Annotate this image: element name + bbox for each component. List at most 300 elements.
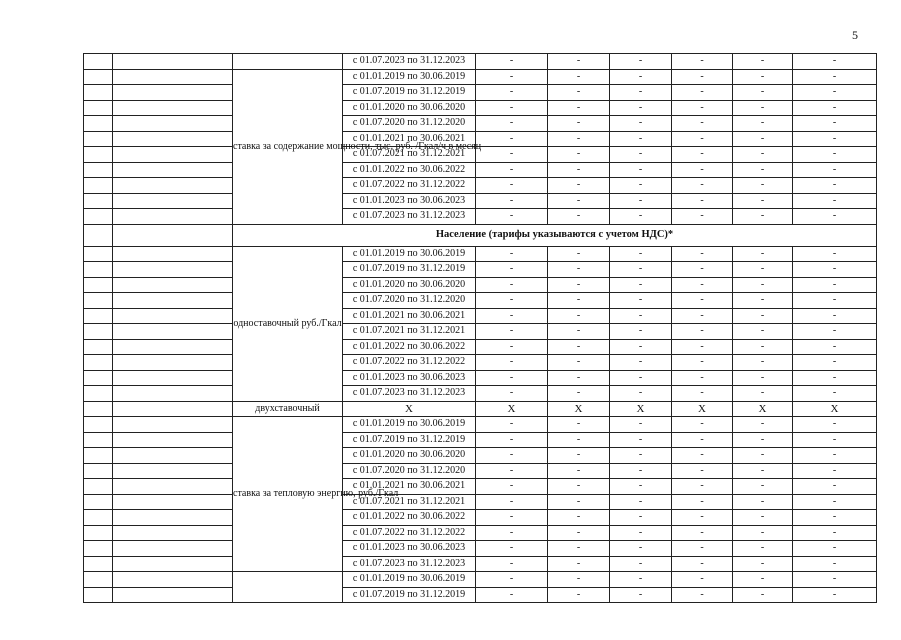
value-cell: - — [793, 209, 877, 225]
value-cell: - — [610, 116, 672, 132]
value-cell: - — [610, 355, 672, 371]
value-cell: - — [476, 162, 548, 178]
value-cell: - — [610, 541, 672, 557]
value-cell: - — [476, 324, 548, 340]
period-cell: с 01.07.2021 по 31.12.2021 — [343, 147, 476, 163]
indicator-cell — [113, 510, 233, 526]
indicator-cell — [113, 162, 233, 178]
value-cell: - — [476, 432, 548, 448]
value-cell: X — [610, 401, 672, 417]
value-cell: - — [733, 463, 793, 479]
value-cell: - — [476, 85, 548, 101]
value-cell: - — [672, 510, 733, 526]
indicator-cell — [113, 293, 233, 309]
value-cell: - — [476, 339, 548, 355]
period-cell: с 01.07.2019 по 31.12.2019 — [343, 85, 476, 101]
period-cell: с 01.01.2020 по 30.06.2020 — [343, 448, 476, 464]
value-cell: - — [610, 193, 672, 209]
value-cell: - — [793, 510, 877, 526]
value-cell: - — [610, 479, 672, 495]
period-cell: с 01.01.2021 по 30.06.2021 — [343, 131, 476, 147]
period-cell: с 01.07.2019 по 31.12.2019 — [343, 587, 476, 603]
table-row — [84, 510, 877, 526]
indicator-cell — [113, 355, 233, 371]
tariff-type-label — [233, 572, 343, 603]
value-cell: - — [733, 324, 793, 340]
value-cell: - — [610, 54, 672, 70]
value-cell: - — [548, 162, 610, 178]
index-cell — [84, 69, 113, 85]
value-cell: - — [476, 370, 548, 386]
value-cell: - — [672, 432, 733, 448]
value-cell: - — [793, 116, 877, 132]
table-row — [84, 417, 877, 433]
value-cell: - — [793, 339, 877, 355]
value-cell: - — [672, 293, 733, 309]
value-cell: - — [733, 131, 793, 147]
period-cell: с 01.07.2020 по 31.12.2020 — [343, 293, 476, 309]
period-cell: с 01.07.2022 по 31.12.2022 — [343, 355, 476, 371]
value-cell: - — [610, 162, 672, 178]
value-cell: - — [672, 277, 733, 293]
value-cell: - — [476, 178, 548, 194]
value-cell: - — [672, 131, 733, 147]
value-cell: - — [476, 510, 548, 526]
value-cell: - — [793, 432, 877, 448]
value-cell: - — [672, 339, 733, 355]
period-cell: с 01.01.2023 по 30.06.2023 — [343, 193, 476, 209]
value-cell: - — [793, 572, 877, 588]
period-cell: с 01.07.2021 по 31.12.2021 — [343, 324, 476, 340]
value-cell: - — [672, 262, 733, 278]
index-cell — [84, 370, 113, 386]
index-cell — [84, 54, 113, 70]
index-cell — [84, 324, 113, 340]
indicator-cell — [113, 541, 233, 557]
value-cell: - — [672, 386, 733, 402]
value-cell: - — [476, 308, 548, 324]
value-cell: - — [793, 494, 877, 510]
value-cell: - — [476, 54, 548, 70]
index-cell — [84, 417, 113, 433]
period-cell: с 01.01.2023 по 30.06.2023 — [343, 541, 476, 557]
value-cell: - — [548, 277, 610, 293]
value-cell: - — [476, 463, 548, 479]
value-cell: - — [733, 494, 793, 510]
value-cell: - — [610, 308, 672, 324]
period-cell: с 01.07.2020 по 31.12.2020 — [343, 463, 476, 479]
period-cell: с 01.01.2023 по 30.06.2023 — [343, 370, 476, 386]
value-cell: - — [548, 246, 610, 262]
value-cell: - — [476, 479, 548, 495]
period-cell: с 01.01.2021 по 30.06.2021 — [343, 479, 476, 495]
value-cell: - — [476, 193, 548, 209]
value-cell: - — [793, 246, 877, 262]
value-cell: - — [476, 147, 548, 163]
table-row — [84, 193, 877, 209]
tariff-table-body — [84, 54, 877, 603]
value-cell: - — [672, 246, 733, 262]
value-cell: - — [476, 525, 548, 541]
value-cell: - — [610, 209, 672, 225]
indicator-cell — [113, 193, 233, 209]
value-cell: - — [610, 386, 672, 402]
value-cell: - — [476, 556, 548, 572]
value-cell: - — [610, 131, 672, 147]
indicator-cell — [113, 494, 233, 510]
value-cell: - — [610, 324, 672, 340]
table-row — [84, 308, 877, 324]
table-row — [84, 246, 877, 262]
value-cell: - — [476, 355, 548, 371]
value-cell: - — [610, 525, 672, 541]
value-cell: - — [610, 85, 672, 101]
value-cell: - — [672, 324, 733, 340]
index-cell — [84, 116, 113, 132]
table-row — [84, 587, 877, 603]
indicator-cell — [113, 386, 233, 402]
indicator-cell — [113, 587, 233, 603]
index-cell — [84, 209, 113, 225]
value-cell: - — [672, 308, 733, 324]
value-cell: X — [793, 401, 877, 417]
value-cell: - — [476, 417, 548, 433]
value-cell: - — [548, 432, 610, 448]
table-row — [84, 178, 877, 194]
index-cell — [84, 510, 113, 526]
table-row — [84, 432, 877, 448]
value-cell: - — [793, 448, 877, 464]
table-row — [84, 262, 877, 278]
value-cell: - — [548, 587, 610, 603]
value-cell: - — [476, 277, 548, 293]
value-cell: - — [733, 100, 793, 116]
table-row — [84, 463, 877, 479]
index-cell — [84, 556, 113, 572]
value-cell: - — [672, 463, 733, 479]
index-cell — [84, 246, 113, 262]
value-cell: - — [610, 417, 672, 433]
value-cell: - — [610, 587, 672, 603]
table-row — [84, 69, 877, 85]
value-cell: - — [548, 355, 610, 371]
value-cell: - — [733, 85, 793, 101]
indicator-cell — [113, 54, 233, 70]
value-cell: - — [793, 386, 877, 402]
value-cell: - — [733, 587, 793, 603]
value-cell: - — [793, 193, 877, 209]
table-row — [84, 556, 877, 572]
value-cell: - — [610, 262, 672, 278]
value-cell: - — [476, 116, 548, 132]
period-cell: X — [343, 401, 476, 417]
value-cell: - — [733, 370, 793, 386]
section-header-row — [84, 224, 877, 246]
value-cell: - — [476, 541, 548, 557]
indicator-cell — [113, 308, 233, 324]
index-cell — [84, 224, 113, 246]
value-cell: - — [476, 131, 548, 147]
value-cell: - — [610, 463, 672, 479]
value-cell: - — [610, 370, 672, 386]
value-cell: - — [548, 556, 610, 572]
indicator-cell — [113, 100, 233, 116]
value-cell: - — [548, 448, 610, 464]
indicator-cell — [113, 556, 233, 572]
value-cell: - — [793, 417, 877, 433]
value-cell: - — [793, 355, 877, 371]
index-cell — [84, 262, 113, 278]
value-cell: - — [793, 293, 877, 309]
table-row — [84, 85, 877, 101]
index-cell — [84, 401, 113, 417]
value-cell: - — [733, 479, 793, 495]
tariff-type-label — [233, 54, 343, 70]
table-row — [84, 293, 877, 309]
indicator-cell — [113, 246, 233, 262]
period-cell: с 01.07.2019 по 31.12.2019 — [343, 432, 476, 448]
table-row — [84, 525, 877, 541]
index-cell — [84, 463, 113, 479]
index-cell — [84, 193, 113, 209]
value-cell: - — [793, 54, 877, 70]
value-cell: - — [476, 262, 548, 278]
indicator-cell — [113, 209, 233, 225]
indicator-cell — [113, 147, 233, 163]
value-cell: - — [548, 510, 610, 526]
value-cell: X — [476, 401, 548, 417]
value-cell: - — [476, 386, 548, 402]
table-row — [84, 277, 877, 293]
value-cell: - — [793, 69, 877, 85]
value-cell: - — [610, 277, 672, 293]
period-cell: с 01.07.2022 по 31.12.2022 — [343, 178, 476, 194]
indicator-cell — [113, 448, 233, 464]
index-cell — [84, 479, 113, 495]
value-cell: - — [733, 293, 793, 309]
value-cell: - — [733, 556, 793, 572]
value-cell: - — [672, 193, 733, 209]
indicator-cell — [113, 432, 233, 448]
value-cell: - — [733, 209, 793, 225]
tariff-type-label: ставка за тепловую энергию, руб./Гкал — [233, 417, 343, 572]
tariff-type-label: одноставочный руб./Гкал — [233, 246, 343, 401]
value-cell: - — [793, 308, 877, 324]
value-cell: - — [548, 147, 610, 163]
value-cell: - — [733, 510, 793, 526]
value-cell: - — [672, 69, 733, 85]
value-cell: - — [793, 131, 877, 147]
value-cell: - — [733, 448, 793, 464]
value-cell: X — [672, 401, 733, 417]
period-cell: с 01.07.2023 по 31.12.2023 — [343, 54, 476, 70]
value-cell: - — [548, 69, 610, 85]
value-cell: - — [610, 448, 672, 464]
value-cell: - — [548, 386, 610, 402]
value-cell: - — [476, 587, 548, 603]
table-row — [84, 370, 877, 386]
value-cell: - — [793, 463, 877, 479]
indicator-cell — [113, 85, 233, 101]
value-cell: - — [733, 541, 793, 557]
indicator-cell — [113, 572, 233, 588]
table-row — [84, 479, 877, 495]
value-cell: - — [610, 556, 672, 572]
value-cell: - — [793, 370, 877, 386]
value-cell: - — [672, 162, 733, 178]
tariff-table — [83, 53, 877, 603]
indicator-cell — [113, 463, 233, 479]
value-cell: - — [793, 147, 877, 163]
value-cell: - — [476, 100, 548, 116]
value-cell: - — [793, 262, 877, 278]
value-cell: - — [672, 116, 733, 132]
value-cell: - — [733, 277, 793, 293]
value-cell: - — [548, 308, 610, 324]
value-cell: - — [610, 339, 672, 355]
index-cell — [84, 178, 113, 194]
period-cell: с 01.01.2019 по 30.06.2019 — [343, 417, 476, 433]
indicator-cell — [113, 401, 233, 417]
value-cell: - — [672, 479, 733, 495]
period-cell: с 01.01.2022 по 30.06.2022 — [343, 510, 476, 526]
value-cell: - — [733, 572, 793, 588]
index-cell — [84, 339, 113, 355]
value-cell: - — [548, 262, 610, 278]
period-cell: с 01.07.2023 по 31.12.2023 — [343, 386, 476, 402]
value-cell: - — [610, 246, 672, 262]
table-row — [84, 100, 877, 116]
value-cell: - — [733, 178, 793, 194]
index-cell — [84, 131, 113, 147]
indicator-cell — [113, 178, 233, 194]
value-cell: - — [672, 494, 733, 510]
value-cell: - — [548, 193, 610, 209]
value-cell: - — [548, 417, 610, 433]
period-cell: с 01.07.2022 по 31.12.2022 — [343, 525, 476, 541]
section-title: Население (тарифы указываются с учетом НДС)* — [233, 224, 877, 246]
value-cell: - — [610, 572, 672, 588]
value-cell: - — [548, 479, 610, 495]
table-row — [84, 54, 877, 70]
table-row — [84, 209, 877, 225]
period-cell: с 01.07.2023 по 31.12.2023 — [343, 556, 476, 572]
value-cell: - — [793, 100, 877, 116]
value-cell: - — [733, 339, 793, 355]
value-cell: - — [733, 54, 793, 70]
period-cell: с 01.01.2020 по 30.06.2020 — [343, 100, 476, 116]
value-cell: - — [548, 85, 610, 101]
value-cell: - — [672, 100, 733, 116]
index-cell — [84, 100, 113, 116]
value-cell: - — [476, 209, 548, 225]
value-cell: - — [672, 541, 733, 557]
table-row — [84, 541, 877, 557]
value-cell: - — [672, 556, 733, 572]
value-cell: - — [548, 463, 610, 479]
value-cell: - — [476, 246, 548, 262]
period-cell: с 01.01.2022 по 30.06.2022 — [343, 339, 476, 355]
value-cell: - — [476, 69, 548, 85]
index-cell — [84, 448, 113, 464]
value-cell: - — [548, 525, 610, 541]
indicator-cell — [113, 324, 233, 340]
indicator-cell — [113, 116, 233, 132]
value-cell: - — [793, 162, 877, 178]
value-cell: - — [548, 572, 610, 588]
value-cell: - — [476, 572, 548, 588]
value-cell: - — [733, 417, 793, 433]
value-cell: - — [610, 494, 672, 510]
period-cell: с 01.01.2019 по 30.06.2019 — [343, 69, 476, 85]
value-cell: X — [733, 401, 793, 417]
index-cell — [84, 587, 113, 603]
index-cell — [84, 386, 113, 402]
indicator-cell — [113, 525, 233, 541]
value-cell: - — [548, 178, 610, 194]
value-cell: - — [610, 147, 672, 163]
table-row — [84, 386, 877, 402]
period-cell: с 01.07.2020 по 31.12.2020 — [343, 116, 476, 132]
value-cell: - — [548, 339, 610, 355]
table-row — [84, 162, 877, 178]
period-cell: с 01.07.2023 по 31.12.2023 — [343, 209, 476, 225]
index-cell — [84, 293, 113, 309]
index-cell — [84, 277, 113, 293]
value-cell: - — [733, 147, 793, 163]
table-row — [84, 339, 877, 355]
value-cell: - — [672, 147, 733, 163]
value-cell: - — [476, 293, 548, 309]
value-cell: - — [793, 324, 877, 340]
value-cell: - — [733, 308, 793, 324]
value-cell: - — [793, 587, 877, 603]
index-cell — [84, 572, 113, 588]
value-cell: - — [793, 556, 877, 572]
value-cell: - — [610, 69, 672, 85]
indicator-cell — [113, 339, 233, 355]
indicator-cell — [113, 370, 233, 386]
value-cell: - — [672, 355, 733, 371]
value-cell: - — [672, 85, 733, 101]
period-cell: с 01.01.2022 по 30.06.2022 — [343, 162, 476, 178]
indicator-cell — [113, 224, 233, 246]
value-cell: - — [548, 293, 610, 309]
period-cell: с 01.07.2019 по 31.12.2019 — [343, 262, 476, 278]
table-row — [84, 494, 877, 510]
index-cell — [84, 355, 113, 371]
value-cell: - — [476, 494, 548, 510]
index-cell — [84, 494, 113, 510]
index-cell — [84, 541, 113, 557]
index-cell — [84, 432, 113, 448]
value-cell: - — [793, 541, 877, 557]
value-cell: - — [793, 525, 877, 541]
indicator-cell — [113, 417, 233, 433]
value-cell: - — [548, 370, 610, 386]
index-cell — [84, 308, 113, 324]
value-cell: - — [610, 432, 672, 448]
index-cell — [84, 162, 113, 178]
value-cell: - — [793, 85, 877, 101]
value-cell: - — [672, 417, 733, 433]
value-cell: - — [672, 209, 733, 225]
value-cell: X — [548, 401, 610, 417]
page-number: 5 — [852, 28, 858, 42]
value-cell: - — [793, 277, 877, 293]
table-row — [84, 572, 877, 588]
value-cell: - — [476, 448, 548, 464]
